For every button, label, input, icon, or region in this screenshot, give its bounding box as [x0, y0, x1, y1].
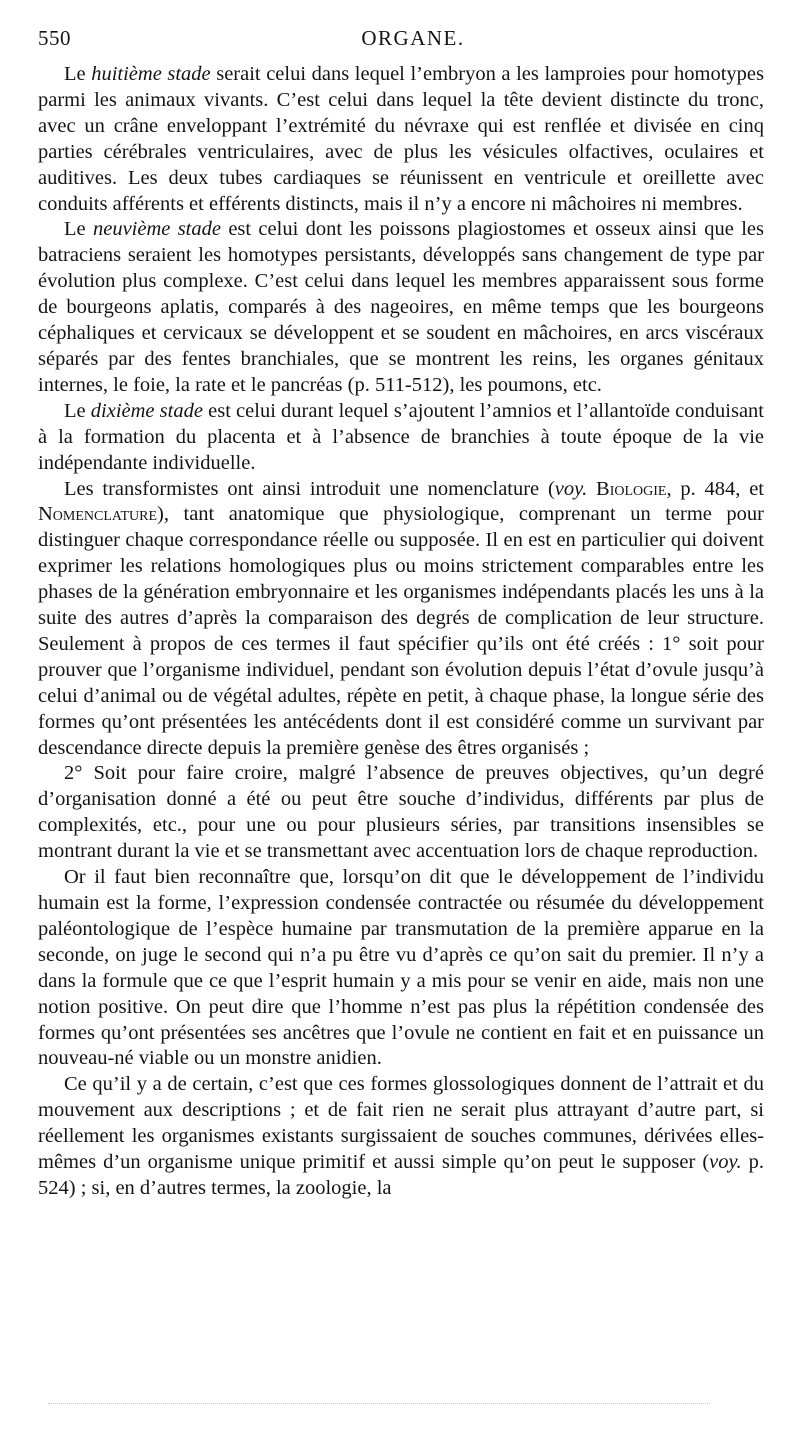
text-run: ), tant anatomique que physiologique, comprenant un terme pour distinguer chaque correspondance réelle ou supposée. Il en est en particulier qui doivent exprimer les relations homologiques plus ou moins strictement comparables entre les phases de la génération embryonnaire et les organismes indépendants placés les uns à la suite des autres d’après la comparaison des degrés de complication de leur structure. Seulement à propos de ces termes il faut spécifier qu’ils ont été créés : 1° soit pour prouver que l’organisme individuel, pendant son évolution depuis l’état d’ovule jusqu’à celui d’animal ou de végétal adultes, répète en petit, à chaque phase, la longue série des formes qu’ont présentées les antécédents dont il est considéré comme un survivant par descendance directe depuis la première genèse des êtres organisés ;: [38, 503, 764, 759]
text-run: Le: [64, 399, 91, 422]
italic-run: voy.: [709, 1151, 742, 1174]
paragraph-developpement-humain: [38, 865, 764, 1072]
italic-run: dixième stade: [90, 399, 203, 422]
text-run: serait celui dans lequel l’embryon a les lamproies pour homotypes parmi les animaux vivants. C’est celui dans lequel la tête devient distincte du tronc, avec un crâne enveloppant l’extrémité du névraxe qui est renflée et divisée en cinq parties cérébrales ventriculaires, avec de plus les vésicules olfactives, oculaires et auditives. Les deux tubes cardiaques se réunissent en ventricule et oreillette avec conduits afférents et efférents distincts, mais il n’y a encore ni mâchoires ni membres.: [38, 63, 764, 215]
scan-artifact-line: [48, 1403, 710, 1407]
text-run: [587, 478, 596, 500]
page-header-title: ORGANE.: [361, 26, 465, 50]
text-run: , p. 484, et: [666, 477, 765, 500]
paragraph-neuvieme-stade: [38, 217, 764, 398]
text-run: Or il faut bien reconnaître que, lorsqu’on dit que le développement de l’individu humain est la forme, l’expression condensée contractée ou résumée du développement paléontologique de l’espèce humaine par transmutation de la première apparue en la seconde, on juge le second qui n’a pu être vu d’après ce qu’on sait du premier. Il n’y a dans la formule que ce que l’esprit humain y a mis pour se venir en aide, mais non une notion positive. On peut dire que l’homme n’est pas plus la répétition condensée des formes qu’ont présentées ses ancêtres que l’ovule ne contient en fait et en puissance un nouveau-né viable ou un monstre anidien.: [38, 866, 764, 1070]
paragraph-huitieme-stade: [38, 62, 764, 217]
text-run: p. 524) ; si, en d’autres termes, la zoologie, la: [38, 1151, 764, 1199]
text-run: Le: [64, 63, 92, 85]
text-run: Ce qu’il y a de certain, c’est que ces formes glossologiques donnent de l’attrait et du mouvement aux descriptions ; et de fait rien ne serait plus attrayant d’autre part, si réellement les organismes existants surgissaient de souches communes, dérivées elles-mêmes d’un organisme unique primitif et aussi simple qu’on peut le supposer (: [38, 1073, 764, 1174]
text-run: Le: [64, 218, 93, 241]
italic-run: neuvième stade: [92, 218, 221, 241]
text-run: Les transformistes ont ainsi introduit une nomenclature (: [64, 477, 555, 500]
page-number: 550: [38, 26, 71, 50]
body-text: [38, 62, 764, 1202]
italic-run: huitième stade: [91, 63, 211, 85]
running-head: [38, 26, 764, 54]
paragraph-second-point: [38, 761, 764, 865]
paragraph-nomenclature: [38, 477, 764, 762]
paragraph-formes-glossologiques: [38, 1072, 764, 1202]
text-run: 2° Soit pour faire croire, malgré l’absence de preuves objectives, qu’un degré d’organisation donné a été ou peut être souche d’individus, différents par plus de complexités, etc., pour une ou pour plusieurs séries, par transitions insensibles se montrant durant la vie et se transmettant avec accentuation lors de chaque reproduction.: [38, 762, 764, 863]
text-run: est celui durant lequel s’ajoutent l’amnios et l’allantoïde conduisant à la formation du placenta et à l’absence de branchies à toute époque de la vie indépendante individuelle.: [38, 399, 764, 474]
small-caps-run: Nomenclature: [38, 503, 158, 526]
paragraph-dixieme-stade: [38, 399, 764, 477]
italic-run: voy.: [554, 477, 588, 500]
small-caps-run: Biologie: [596, 477, 667, 500]
text-run: est celui dont les poissons plagiostomes et osseux ainsi que les batraciens seraient les homotypes persistants, développés sans changement de type par évolution plus complexe. C’est celui dans lequel les membres apparaissent sous forme de bourgeons aplatis, comparés à des nageoires, en même temps que les bourgeons céphaliques et cervicaux se développent et se soudent en mâchoires, en arcs viscéraux séparés par des fentes branchiales, que se montrent les reins, les organes génitaux internes, le foie, la rate et le pancréas (p. 511-512), les poumons, etc.: [38, 218, 765, 396]
